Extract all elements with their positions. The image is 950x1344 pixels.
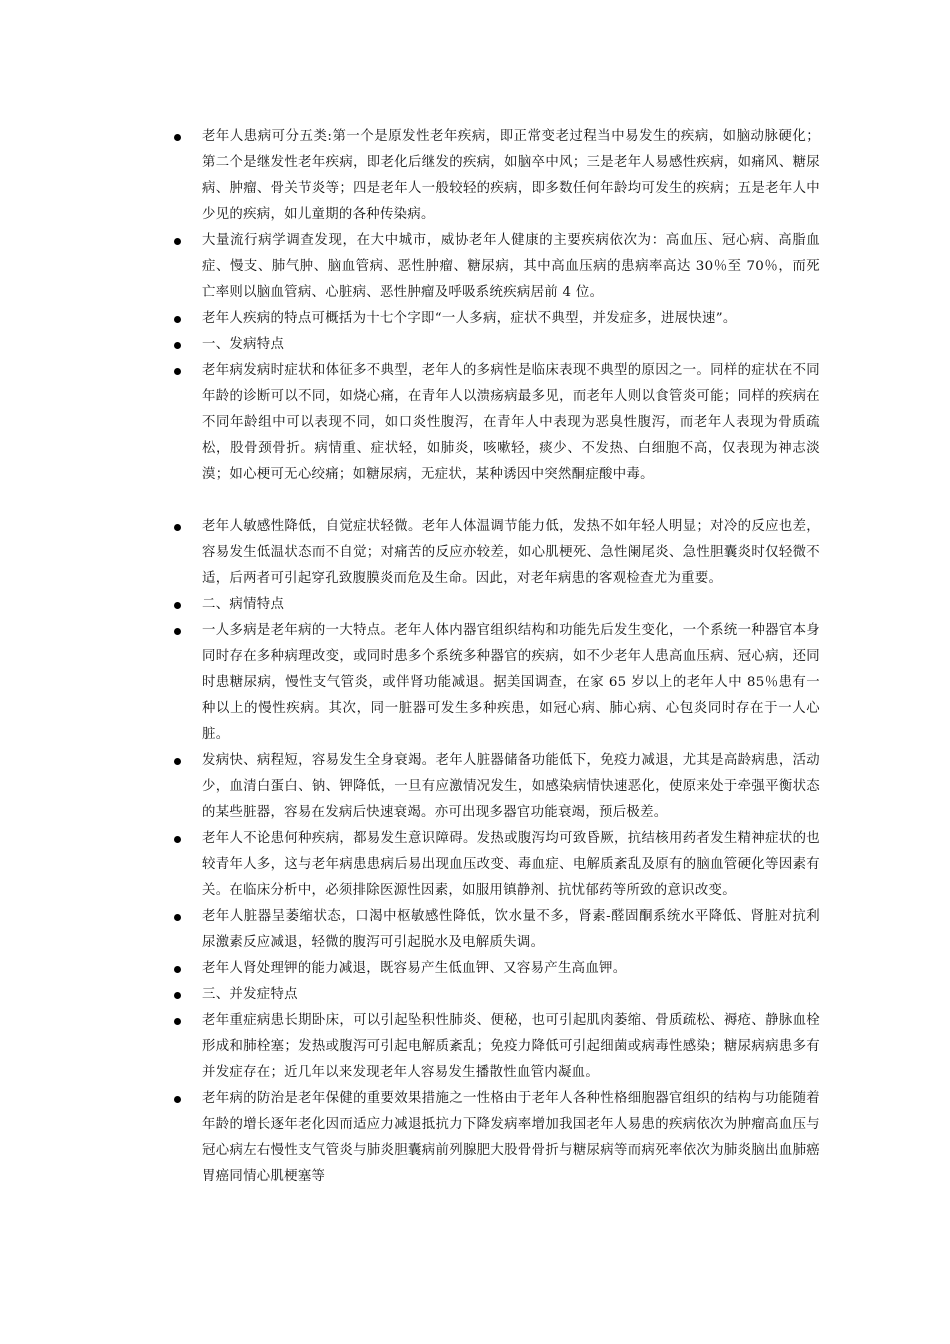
section-heading xyxy=(170,592,820,618)
list-item xyxy=(170,228,820,306)
list-item xyxy=(170,826,820,904)
list-item xyxy=(170,1086,820,1190)
list-item xyxy=(170,904,820,956)
section-heading-text: 二、病情特点 xyxy=(202,597,285,612)
section-heading xyxy=(170,332,820,358)
list-item xyxy=(170,306,820,332)
bullet-icon xyxy=(174,368,181,375)
bullet-list xyxy=(170,124,820,1190)
list-item xyxy=(170,618,820,748)
list-item-text: 老年人不论患何种疾病，都易发生意识障碍。发热或腹泻均可致昏厥，抗结核用药者发生精神症状的也较青年人多，这与老年病患患病后易出现血压改变、毒血症、电解质紊乱及原有的脑血管硬化等因素有关。在临床分析中，必须排除医源性因素，如服用镇静剂、抗忧郁药等所致的意识改变。 xyxy=(202,831,820,898)
list-item-text: 老年病的防治是老年保健的重要效果措施之一性格由于老年人各种性格细胞器官组织的结构与功能随着年龄的增长逐年老化因而适应力减退抵抗力下降发病率增加我国老年人易患的疾病依次为肿瘤高血压与冠心病左右慢性支气管炎与肺炎胆囊病前列腺肥大股骨骨折与糖尿病等而病死率依次为肺炎脑出血肺癌胃癌同情心肌梗塞等 xyxy=(202,1091,820,1184)
list-item-text: 老年重症病患长期卧床，可以引起坠积性肺炎、便秘，也可引起肌肉萎缩、骨质疏松、褥疮、静脉血栓形成和肺栓塞；发热或腹泻可引起电解质紊乱；免疫力降低可引起细菌或病毒性感染；糖尿病病患多有并发症存在；近几年以来发现老年人容易发生播散性血管内凝血。 xyxy=(202,1013,820,1080)
list-item-text: 一人多病是老年病的一大特点。老年人体内器官组织结构和功能先后发生变化，一个系统一种器官本身同时存在多种病理改变，或同时患多个系统多种器官的疾病，如不少老年人患高血压病、冠心病，还同时患糖尿病，慢性支气管炎，或伴肾功能减退。据美国调查，在家 65 岁以上的老年人中 85％患有一种以上的慢性疾病。其次，同一脏器可发生多种疾患，如冠心病、肺心病、心包炎同时存在于一人心脏。 xyxy=(202,623,820,742)
bullet-icon xyxy=(174,342,181,349)
list-item-text: 老年人脏器呈萎缩状态，口渴中枢敏感性降低，饮水量不多，肾素-醛固酮系统水平降低、肾脏对抗利尿激素反应减退，轻微的腹泻可引起脱水及电解质失调。 xyxy=(202,909,820,950)
list-item-text: 大量流行病学调查发现，在大中城市，威协老年人健康的主要疾病依次为：高血压、冠心病、高脂血症、慢支、肺气肿、脑血管病、恶性肿瘤、糖尿病，其中高血压病的患病率高达 30％至 70％，而死亡率则以脑血管病、心脏病、恶性肿瘤及呼吸系统疾病居前 4 位。 xyxy=(202,233,820,300)
list-item-text: 老年人敏感性降低，自觉症状轻微。老年人体温调节能力低，发热不如年轻人明显；对冷的反应也差，容易发生低温状态而不自觉；对痛苦的反应亦较差，如心肌梗死、急性阑尾炎、急性胆囊炎时仅轻微不适，后两者可引起穿孔致腹膜炎而危及生命。因此，对老年病患的客观检查尤为重要。 xyxy=(202,519,820,586)
bullet-icon xyxy=(174,316,181,323)
bullet-icon xyxy=(174,134,181,141)
bullet-icon xyxy=(174,602,181,609)
list-item-text: 老年人疾病的特点可概括为十七个字即“一人多病，症状不典型，并发症多，进展快速”。 xyxy=(202,311,737,326)
bullet-icon xyxy=(174,1096,181,1103)
list-item xyxy=(170,956,820,982)
bullet-icon xyxy=(174,1018,181,1025)
section-heading xyxy=(170,982,820,1008)
list-item-text: 发病快、病程短，容易发生全身衰竭。老年人脏器储备功能低下，免疫力减退，尤其是高龄病患，活动少，血清白蛋白、钠、钾降低，一旦有应激情况发生，如感染病情快速恶化，使原来处于牵强平衡状态的某些脏器，容易在发病后快速衰竭。亦可出现多器官功能衰竭，预后极差。 xyxy=(202,753,820,820)
bullet-icon xyxy=(174,238,181,245)
bullet-icon xyxy=(174,628,181,635)
bullet-icon xyxy=(174,758,181,765)
list-item-text: 老年病发病时症状和体征多不典型，老年人的多病性是临床表现不典型的原因之一。同样的症状在不同年龄的诊断可以不同，如烧心痛，在青年人以溃疡病最多见，而老年人则以食管炎可能；同样的疾病在不同年龄组中可以表现不同，如口炎性腹泻，在青年人中表现为恶臭性腹泻，而老年人表现为骨质疏松，股骨颈骨折。病情重、症状轻，如肺炎，咳嗽轻，痰少、不发热、白细胞不高，仅表现为神志淡漠；如心梗可无心绞痛；如糖尿病，无症状，某种诱因中突然酮症酸中毒。 xyxy=(202,363,820,482)
bullet-icon xyxy=(174,992,181,999)
bullet-icon xyxy=(174,524,181,531)
list-item-text: 老年人肾处理钾的能力减退，既容易产生低血钾、又容易产生高血钾。 xyxy=(202,961,627,976)
section-heading-text: 一、发病特点 xyxy=(202,337,285,352)
list-item xyxy=(170,1008,820,1086)
bullet-icon xyxy=(174,914,181,921)
list-item xyxy=(170,514,820,592)
bullet-icon xyxy=(174,836,181,843)
section-heading-text: 三、并发症特点 xyxy=(202,987,298,1002)
bullet-icon xyxy=(174,966,181,973)
list-item-text: 老年人患病可分五类:第一个是原发性老年疾病，即正常变老过程当中易发生的疾病，如脑动脉硬化；第二个是继发性老年疾病，即老化后继发的疾病，如脑卒中风；三是老年人易感性疾病，如痛风、糖尿病、肿瘤、骨关节炎等；四是老年人一般较轻的疾病，即多数任何年龄均可发生的疾病；五是老年人中少见的疾病，如儿童期的各种传染病。 xyxy=(202,129,820,222)
list-item xyxy=(170,358,820,488)
list-item xyxy=(170,748,820,826)
list-item xyxy=(170,124,820,228)
